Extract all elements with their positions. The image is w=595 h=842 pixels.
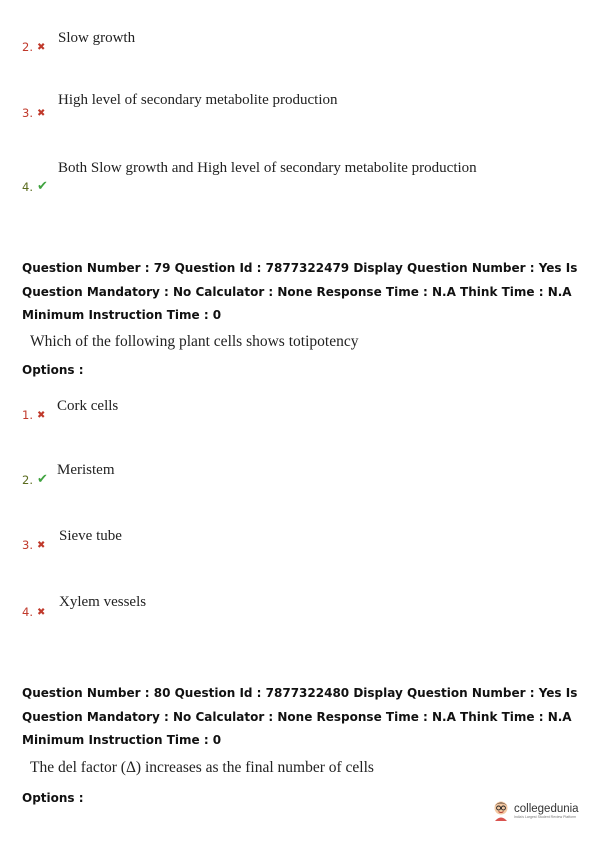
option-number [22, 179, 48, 194]
mascot-icon [492, 800, 510, 822]
cross-icon: ✖ [36, 107, 46, 119]
question-text: The del factor (Δ) increases as the final number of cells [30, 759, 374, 776]
logo-tagline: India's Largest Student Review Platform [514, 815, 577, 819]
question-meta: Question Number : 79 Question Id : 7877322479 Display Question Number : Yes Is Question Mandatory : No Calculator : None Response Time : N.A Think Time : N.A Minimum Instruction Time : 0 [22, 261, 578, 322]
option-number-label: 1. [22, 408, 33, 422]
option-number [22, 605, 45, 619]
collegedunia-logo [492, 800, 579, 822]
option-text: Xylem vessels [59, 594, 147, 610]
option-text: Meristem [57, 462, 115, 478]
option-text: Slow growth [58, 30, 136, 46]
option-number [22, 538, 45, 552]
option-text: Cork cells [57, 398, 119, 414]
option-number [22, 472, 48, 487]
option-number-label: 3. [22, 538, 33, 552]
option-text: Both Slow growth and High level of secondary metabolite production [58, 160, 477, 176]
cross-icon: ✖ [36, 41, 46, 53]
option-number-label: 2. [22, 472, 33, 487]
question-meta: Question Number : 80 Question Id : 7877322480 Display Question Number : Yes Is Question Mandatory : No Calculator : None Response Time : N.A Think Time : N.A Minimum Instruction Time : 0 [22, 686, 578, 747]
check-icon: ✔ [36, 472, 48, 487]
option-number-label: 4. [22, 179, 33, 194]
cross-icon: ✖ [36, 539, 46, 551]
option-number-label: 2. [22, 40, 33, 54]
options-label: Options : [22, 791, 84, 805]
option-number [22, 40, 45, 54]
cross-icon: ✖ [36, 606, 46, 618]
option-number-label: 3. [22, 106, 33, 120]
option-number [22, 106, 45, 120]
option-number [22, 408, 45, 422]
option-text: Sieve tube [59, 528, 122, 544]
logo-name: collegedunia [514, 803, 579, 815]
option-number-label: 4. [22, 605, 33, 619]
question-text: Which of the following plant cells shows totipotency [30, 333, 359, 350]
check-icon: ✔ [36, 179, 48, 194]
options-label: Options : [22, 363, 84, 377]
cross-icon: ✖ [36, 409, 46, 421]
option-text: High level of secondary metabolite production [58, 92, 338, 108]
